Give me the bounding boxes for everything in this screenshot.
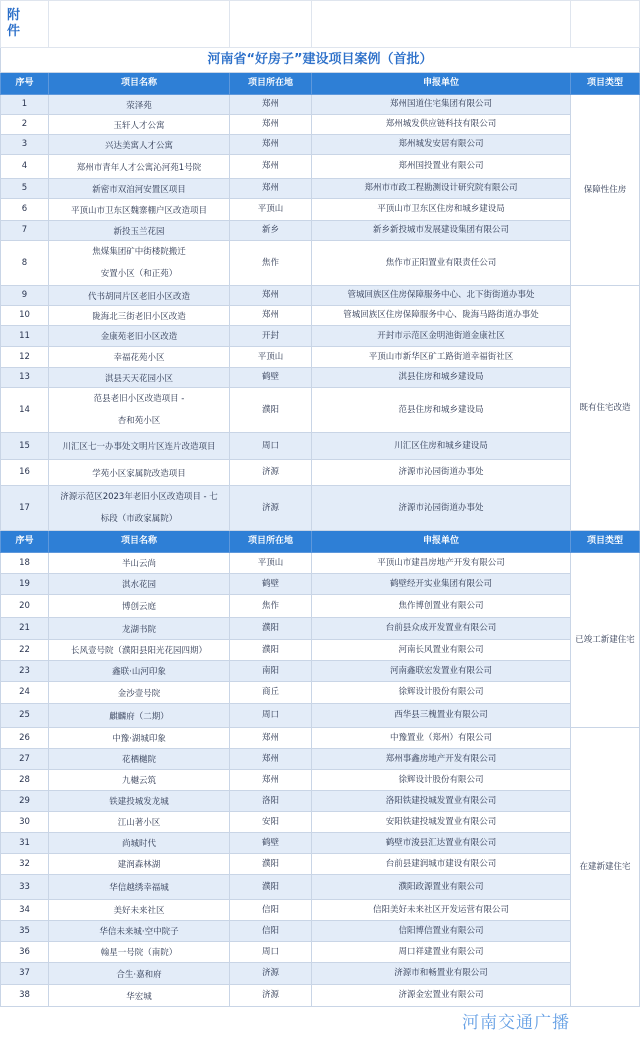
project-location: 濮阳 <box>230 875 312 900</box>
table-row <box>1 326 640 347</box>
applicant-unit: 开封市示范区金明池街道金康社区 <box>312 326 571 347</box>
project-location: 安阳 <box>230 812 312 833</box>
row-number: 2 <box>1 115 49 135</box>
project-name <box>49 241 230 286</box>
applicant-unit: 信阳美好未来社区开发运营有限公司 <box>312 900 571 921</box>
project-location: 信阳 <box>230 900 312 921</box>
table-row <box>1 368 640 388</box>
applicant-unit: 管城回族区住房保障服务中心、北下街街道办事处 <box>312 286 571 306</box>
header-type: 项目类型 <box>571 531 640 553</box>
project-name-line: 玉轩人才公寓 <box>113 120 165 131</box>
project-name-line: 中豫·湖城印象 <box>112 734 166 744</box>
applicant-unit: 河南长风置业有限公司 <box>312 640 571 661</box>
project-location: 济源 <box>230 985 312 1007</box>
project-name-line: 江山著小区 <box>117 818 161 828</box>
row-number: 23 <box>1 661 49 682</box>
table-row <box>1 812 640 833</box>
table-row <box>1 875 640 900</box>
applicant-unit: 鹤壁市浚县汇达置业有限公司 <box>312 833 571 854</box>
project-name-line: 鑫联·山河印象 <box>112 667 166 677</box>
row-number: 34 <box>1 900 49 921</box>
project-location: 信阳 <box>230 921 312 942</box>
applicant-unit: 济源市和畅置业有限公司 <box>312 963 571 985</box>
project-name-line: 华信未来城·空中院子 <box>99 927 179 937</box>
project-name-line: 铁建投城发龙城 <box>109 797 169 807</box>
row-number: 27 <box>1 749 49 770</box>
row-number: 11 <box>1 326 49 347</box>
project-name-line: 济源示范区2023年老旧小区改造项目 - 七 <box>60 492 218 502</box>
project-name <box>49 833 230 854</box>
row-number: 10 <box>1 306 49 326</box>
row-number: 29 <box>1 791 49 812</box>
table-row <box>1 640 640 661</box>
project-name <box>49 486 230 531</box>
project-name-line: 标段（市政家属院） <box>100 514 178 524</box>
project-name <box>49 135 230 155</box>
row-number: 1 <box>1 95 49 115</box>
table-row <box>1 574 640 595</box>
project-name <box>49 574 230 595</box>
project-name <box>49 306 230 326</box>
project-name <box>49 553 230 574</box>
table-row <box>1 704 640 728</box>
table-row <box>1 179 640 199</box>
applicant-unit: 徐辉设计股份有限公司 <box>312 682 571 704</box>
project-location: 濮阳 <box>230 388 312 433</box>
row-number: 13 <box>1 368 49 388</box>
table-row <box>1 900 640 921</box>
project-name <box>49 812 230 833</box>
project-location: 濮阳 <box>230 618 312 640</box>
row-number: 24 <box>1 682 49 704</box>
row-number: 14 <box>1 388 49 433</box>
table-row <box>1 460 640 486</box>
applicant-unit: 管城回族区住房保障服务中心、陇海马路街道办事处 <box>312 306 571 326</box>
project-name-line: 博创云庭 <box>121 602 156 612</box>
row-number: 17 <box>1 486 49 531</box>
header-row <box>1 531 640 553</box>
project-name <box>49 704 230 728</box>
table-row <box>1 135 640 155</box>
row-number: 16 <box>1 460 49 486</box>
applicant-unit: 济源市沁园街道办事处 <box>312 460 571 486</box>
project-name-line: 新密市双洎河安置区项目 <box>92 184 186 195</box>
row-number: 8 <box>1 241 49 286</box>
row-number: 33 <box>1 875 49 900</box>
row-number: 36 <box>1 942 49 963</box>
table-row <box>1 433 640 460</box>
project-name <box>49 875 230 900</box>
row-number: 31 <box>1 833 49 854</box>
applicant-unit: 焦作博创置业有限公司 <box>312 595 571 618</box>
applicant-unit: 周口祥建置业有限公司 <box>312 942 571 963</box>
applicant-unit: 焦作市正阳置业有限责任公司 <box>312 241 571 286</box>
applicant-unit: 河南鑫联宏发置业有限公司 <box>312 661 571 682</box>
header-seq: 序号 <box>1 531 49 553</box>
table-row <box>1 115 640 135</box>
row-number: 30 <box>1 812 49 833</box>
project-name-line: 荥泽苑 <box>126 100 152 111</box>
applicant-unit: 信阳博信置业有限公司 <box>312 921 571 942</box>
project-name <box>49 286 230 306</box>
project-name-line: 合生·嘉和府 <box>116 969 162 980</box>
row-number: 21 <box>1 618 49 640</box>
applicant-unit: 川汇区住房和城乡建设局 <box>312 433 571 460</box>
header-applicant: 申报单位 <box>312 531 571 553</box>
project-name-line: 平顶山市卫东区魏寨棚户区改造项目 <box>70 205 207 216</box>
project-name <box>49 95 230 115</box>
table-row <box>1 241 640 286</box>
project-name <box>49 791 230 812</box>
project-name <box>49 179 230 199</box>
table-row <box>1 728 640 749</box>
project-name-line: 美好未来社区 <box>113 906 165 916</box>
project-location: 商丘 <box>230 682 312 704</box>
project-name <box>49 368 230 388</box>
table-row <box>1 199 640 221</box>
project-name <box>49 661 230 682</box>
project-name-line: 长风壹号院（濮阳县阳光花园四期） <box>70 646 207 656</box>
applicant-unit: 范县住房和城乡建设局 <box>312 388 571 433</box>
project-name <box>49 460 230 486</box>
project-name <box>49 155 230 179</box>
applicant-unit: 台前县建润城市建设有限公司 <box>312 854 571 875</box>
table-row <box>1 155 640 179</box>
project-name-line: 幸福花苑小区 <box>113 353 165 363</box>
project-name-line: 华宏城 <box>126 991 152 1002</box>
applicant-unit: 济源市沁园街道办事处 <box>312 486 571 531</box>
applicant-unit: 濮阳政源置业有限公司 <box>312 875 571 900</box>
applicant-unit: 济源金宏置业有限公司 <box>312 985 571 1007</box>
project-location: 郑州 <box>230 770 312 791</box>
project-name-line: 新投玉兰花园 <box>113 226 165 237</box>
project-name <box>49 199 230 221</box>
project-location: 济源 <box>230 460 312 486</box>
project-name <box>49 985 230 1007</box>
project-name-line: 九樾云筑 <box>121 776 156 786</box>
applicant-unit: 郑州城发供应链科技有限公司 <box>312 115 571 135</box>
project-location: 焦作 <box>230 241 312 286</box>
table-row <box>1 553 640 574</box>
row-number: 4 <box>1 155 49 179</box>
header-name: 项目名称 <box>49 73 230 95</box>
row-number: 32 <box>1 854 49 875</box>
project-name-line: 范县老旧小区改造项目 - <box>93 394 185 404</box>
table-row <box>1 921 640 942</box>
project-location: 新乡 <box>230 221 312 241</box>
table-row <box>1 486 640 531</box>
project-name-line: 郑州市青年人才公寓沁河苑1号院 <box>76 162 202 173</box>
project-location: 开封 <box>230 326 312 347</box>
project-location: 洛阳 <box>230 791 312 812</box>
applicant-unit: 中豫置业（郑州）有限公司 <box>312 728 571 749</box>
project-location: 济源 <box>230 486 312 531</box>
project-name-line: 学苑小区家属院改造项目 <box>92 468 186 479</box>
applicant-unit: 鹤壁经开实业集团有限公司 <box>312 574 571 595</box>
row-number: 25 <box>1 704 49 728</box>
project-name <box>49 963 230 985</box>
table-row <box>1 833 640 854</box>
project-name <box>49 433 230 460</box>
attachment-row <box>1 1 640 48</box>
project-location: 濮阳 <box>230 854 312 875</box>
project-name <box>49 618 230 640</box>
table-row <box>1 791 640 812</box>
project-location: 郑州 <box>230 749 312 770</box>
table-row <box>1 618 640 640</box>
project-location: 郑州 <box>230 306 312 326</box>
table-row <box>1 682 640 704</box>
table-row <box>1 388 640 433</box>
table-row <box>1 963 640 985</box>
applicant-unit: 徐辉设计股份有限公司 <box>312 770 571 791</box>
project-name-line: 安置小区（和正苑） <box>100 269 178 279</box>
watermark: 河南交通广播 <box>462 1013 570 1033</box>
project-location: 郑州 <box>230 728 312 749</box>
project-name-line: 建润森林湖 <box>117 860 161 870</box>
table-row <box>1 347 640 368</box>
project-location: 郑州 <box>230 179 312 199</box>
header-type: 项目类型 <box>571 73 640 95</box>
row-number: 3 <box>1 135 49 155</box>
project-type: 在建新建住宅 <box>571 728 640 1007</box>
project-location: 郑州 <box>230 115 312 135</box>
header-location: 项目所在地 <box>230 73 312 95</box>
applicant-unit: 淇县住房和城乡建设局 <box>312 368 571 388</box>
project-name-line: 代书胡同片区老旧小区改造 <box>87 291 190 302</box>
project-name <box>49 749 230 770</box>
project-name-line: 麒麟府（二期） <box>109 711 169 722</box>
project-location: 济源 <box>230 963 312 985</box>
project-name <box>49 728 230 749</box>
applicant-unit: 西华县三槐置业有限公司 <box>312 704 571 728</box>
project-type: 既有住宅改造 <box>571 286 640 531</box>
project-name <box>49 942 230 963</box>
row-number: 20 <box>1 595 49 618</box>
project-location: 郑州 <box>230 135 312 155</box>
project-name-line: 华信越绣幸福城 <box>109 883 169 893</box>
project-name <box>49 221 230 241</box>
project-name <box>49 326 230 347</box>
project-name <box>49 900 230 921</box>
project-location: 周口 <box>230 704 312 728</box>
applicant-unit: 郑州城发安居有限公司 <box>312 135 571 155</box>
row-number: 19 <box>1 574 49 595</box>
row-number: 37 <box>1 963 49 985</box>
row-number: 18 <box>1 553 49 574</box>
project-name <box>49 770 230 791</box>
project-name-line: 焦煤集团矿中街楼院搬迁 <box>92 247 186 257</box>
attachment-label: 附 件 <box>1 1 49 48</box>
project-location: 平顶山 <box>230 553 312 574</box>
project-name-line: 川汇区七一办事处文明片区连片改造项目 <box>62 442 216 452</box>
project-name-line: 翰星一号院（南院） <box>100 948 178 958</box>
project-name <box>49 921 230 942</box>
project-name <box>49 640 230 661</box>
table-row <box>1 595 640 618</box>
project-name-line: 半山云尚 <box>121 559 156 569</box>
row-number: 38 <box>1 985 49 1007</box>
table-row <box>1 221 640 241</box>
row-number: 12 <box>1 347 49 368</box>
project-name-line: 陇海北三街老旧小区改造 <box>92 311 186 322</box>
table-row <box>1 661 640 682</box>
table-row <box>1 854 640 875</box>
table-row <box>1 286 640 306</box>
project-name <box>49 388 230 433</box>
project-location: 郑州 <box>230 155 312 179</box>
table-row <box>1 306 640 326</box>
applicant-unit: 郑州市市政工程勘测设计研究院有限公司 <box>312 179 571 199</box>
project-name <box>49 682 230 704</box>
project-name-line: 淇县天天花园小区 <box>104 373 173 384</box>
applicant-unit: 平顶山市卫东区住房和城乡建设局 <box>312 199 571 221</box>
row-number: 9 <box>1 286 49 306</box>
project-location: 南阳 <box>230 661 312 682</box>
row-number: 35 <box>1 921 49 942</box>
project-location: 平顶山 <box>230 347 312 368</box>
project-location: 鹤壁 <box>230 368 312 388</box>
table-row <box>1 95 640 115</box>
table-row <box>1 749 640 770</box>
title-row <box>1 48 640 73</box>
header-seq: 序号 <box>1 73 49 95</box>
row-number: 7 <box>1 221 49 241</box>
row-number: 15 <box>1 433 49 460</box>
table-row <box>1 985 640 1007</box>
header-applicant: 申报单位 <box>312 73 571 95</box>
applicant-unit: 郑州事鑫房地产开发有限公司 <box>312 749 571 770</box>
table-row <box>1 770 640 791</box>
row-number: 5 <box>1 179 49 199</box>
project-name-line: 龙湖书院 <box>121 624 156 635</box>
row-number: 28 <box>1 770 49 791</box>
applicant-unit: 台前县众成开发置业有限公司 <box>312 618 571 640</box>
project-location: 郑州 <box>230 286 312 306</box>
project-location: 周口 <box>230 942 312 963</box>
project-location: 郑州 <box>230 95 312 115</box>
document-title: 河南省“好房子”建设项目案例（首批） <box>1 48 640 73</box>
applicant-unit: 洛阳铁建投城发置业有限公司 <box>312 791 571 812</box>
applicant-unit: 郑州国投置业有限公司 <box>312 155 571 179</box>
header-row <box>1 73 640 95</box>
project-name-line: 尚城时代 <box>121 839 156 849</box>
project-location: 鹤壁 <box>230 574 312 595</box>
project-name <box>49 347 230 368</box>
row-number: 26 <box>1 728 49 749</box>
project-name-line: 兴达美寓人才公寓 <box>104 140 173 151</box>
row-number: 6 <box>1 199 49 221</box>
project-location: 平顶山 <box>230 199 312 221</box>
header-name: 项目名称 <box>49 531 230 553</box>
project-name <box>49 854 230 875</box>
project-location: 濮阳 <box>230 640 312 661</box>
project-name-line: 杏和苑小区 <box>117 416 161 426</box>
applicant-unit: 平顶山市建昌房地产开发有限公司 <box>312 553 571 574</box>
project-name <box>49 115 230 135</box>
applicant-unit: 郑州国道住宅集团有限公司 <box>312 95 571 115</box>
applicant-unit: 安阳铁建投城发置业有限公司 <box>312 812 571 833</box>
row-number: 22 <box>1 640 49 661</box>
project-type: 保障性住房 <box>571 95 640 286</box>
table-row <box>1 942 640 963</box>
project-type: 已竣工新建住宅 <box>571 553 640 728</box>
applicant-unit: 平顶山市新华区矿工路街道幸福街社区 <box>312 347 571 368</box>
project-name-line: 金沙壹号院 <box>117 688 161 699</box>
project-name-line: 金康苑老旧小区改造 <box>100 332 178 342</box>
header-location: 项目所在地 <box>230 531 312 553</box>
project-location: 鹤壁 <box>230 833 312 854</box>
project-name-line: 花栖樾院 <box>121 755 156 765</box>
project-name <box>49 595 230 618</box>
applicant-unit: 新乡新投城市发展建设集团有限公司 <box>312 221 571 241</box>
project-location: 周口 <box>230 433 312 460</box>
project-name-line: 淇水花园 <box>121 580 156 590</box>
project-location: 焦作 <box>230 595 312 618</box>
